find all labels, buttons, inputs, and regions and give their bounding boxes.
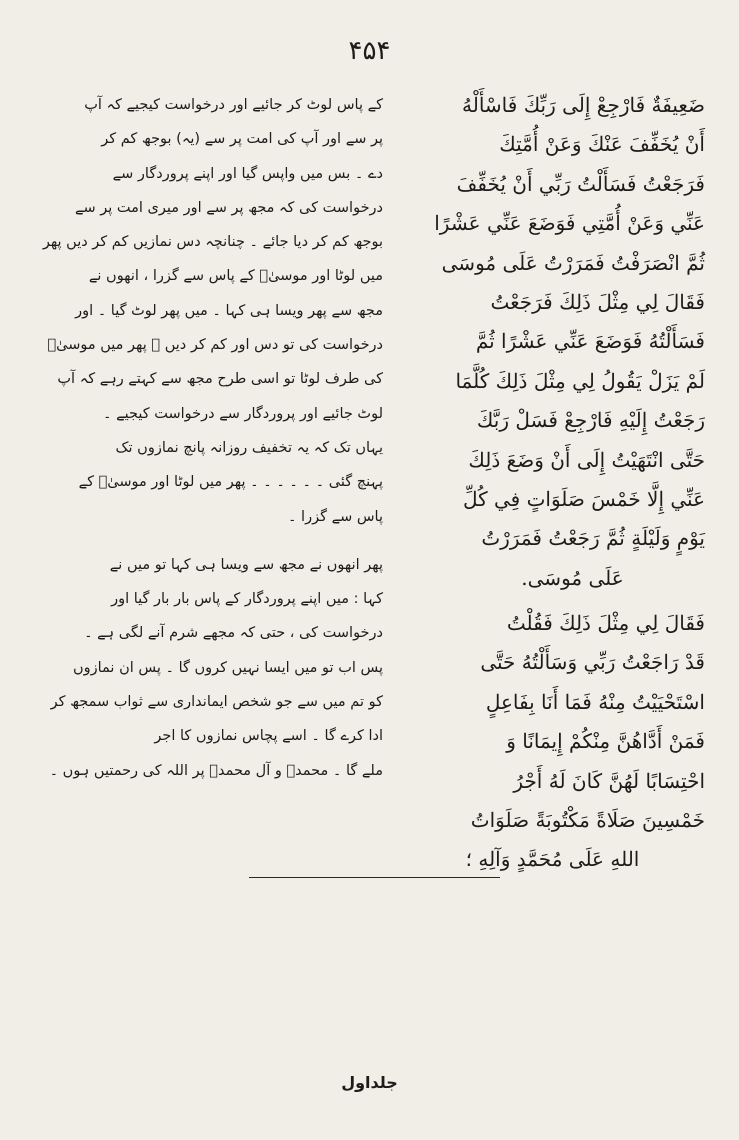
- arabic-block-1: [400, 86, 705, 598]
- arabic-line: خَمْسِينَ صَلَاةً مَكْتُوبَةً صَلَوَاتُ: [470, 808, 705, 833]
- urdu-line: پس اب تو میں ایسا نہیں کروں گا ۔ پس ان نمازوں: [72, 659, 383, 676]
- arabic-line: اللهِ عَلَى مُحَمَّدٍ وَآلِهِ ؛: [465, 847, 640, 872]
- arabic-line: اسْتَحْيَيْتُ مِنْهُ فَمَا أَنَا بِفَاعِلٍ: [485, 689, 705, 714]
- arabic-block-2: [400, 604, 705, 880]
- arabic-line: يَوْمٍ وَلَيْلَةٍ ثُمَّ رَجَعْتُ فَمَرَرْتُ: [481, 526, 705, 551]
- section-divider: [249, 877, 500, 878]
- arabic-line: فَقَالَ لِي مِثْلَ ذَلِكَ فَقُلْتُ: [506, 611, 705, 636]
- volume-footer: جلداول: [341, 1073, 398, 1092]
- arabic-line: ضَعِيفَةٌ فَارْجِعْ إِلَى رَبِّكَ فَاسْأَلْهُ: [462, 93, 705, 117]
- arabic-line: لَمْ يَزَلْ يَقُولُ لِي مِثْلَ ذَلِكَ كُلَّمَا: [455, 368, 705, 393]
- urdu-line: کو تم میں سے جو شخص ایمانداری سے ثواب سمجھ کر: [50, 694, 383, 711]
- arabic-line: أَنْ يُخَفِّفَ عَنْكَ وَعَنْ أُمَّتِكَ: [499, 132, 705, 157]
- page-number: ۴۵۴: [348, 36, 391, 66]
- arabic-line: عَنِّي إِلَّا خَمْسَ صَلَوَاتٍ فِي كُلِّ: [462, 486, 705, 511]
- arabic-line: عَلَى مُوسَى.: [521, 565, 624, 590]
- urdu-line: درخواست کی ، حتی کہ مجھے شرم آنے لگی ہے ۔: [84, 625, 383, 642]
- urdu-line: میں لوٹا اور موسیٰؑ کے پاس سے گزرا ، انھوں نے: [88, 268, 383, 285]
- arabic-line: احْتِسَابًا لَهُنَّ كَانَ لَهُ أَجْرُ: [513, 768, 705, 793]
- urdu-line: لوٹ جائیے اور پروردگار سے درخواست کیجیے ۔: [103, 405, 383, 422]
- urdu-line: کی طرف لوٹا تو اسی طرح مجھ سے کہتے رہے کہ آپ: [57, 371, 383, 388]
- arabic-line: فَرَجَعْتُ فَسَأَلْتُ رَبِّي أَنْ يُخَفِّفَ: [456, 171, 705, 196]
- urdu-line: دے ۔ بس میں واپس گیا اور اپنے پروردگار سے: [112, 165, 383, 182]
- urdu-line: یہاں تک کہ یہ تخفیف روزانہ پانچ نمازوں تک: [115, 439, 383, 456]
- urdu-line: ملے گا ۔ محمدؐ و آل محمدؐ پر اللہ کی رحمتیں ہوں ۔: [49, 762, 383, 779]
- arabic-line: حَتَّى انْتَهَيْتُ إِلَى أَنْ وَضَعَ ذَلِكَ: [468, 447, 705, 472]
- urdu-line: درخواست کی کہ مجھ پر سے اور میری امت پر سے: [74, 199, 383, 216]
- urdu-line: درخواست کی تو دس اور کم کر دیں ۔ پھر میں موسیٰؑ: [47, 337, 383, 354]
- urdu-line: پاس سے گزرا ۔: [287, 508, 383, 525]
- urdu-line: کے پاس لوٹ کر جائیے اور درخواست کیجیے کہ آپ: [84, 97, 383, 113]
- arabic-text-column: [400, 86, 705, 880]
- urdu-line: پہنچ گئی ۔ ۔ ۔ ۔ ۔ ۔ پھر میں لوٹا اور موسیٰؑ کے: [78, 474, 383, 491]
- arabic-line: فَسَأَلْتُهُ فَوَضَعَ عَنِّي عَشْرًا ثُمَّ: [475, 329, 705, 354]
- urdu-line: پھر انھوں نے مجھ سے ویسا ہی کہا تو میں نے: [109, 556, 383, 573]
- urdu-line: ادا کرے گا ۔ اسے پچاس نمازوں کا اجر: [154, 728, 383, 745]
- arabic-line: ثُمَّ انْصَرَفْتُ فَمَرَرْتُ عَلَى مُوسَى: [441, 250, 705, 275]
- urdu-line: بوجھ کم کر دیا جائے ۔ چنانچہ دس نمازیں کم کر دیں پھر: [42, 234, 383, 251]
- arabic-line: قَدْ رَاجَعْتُ رَبِّي وَسَأَلْتُهُ حَتَّى: [480, 650, 705, 675]
- urdu-line: مجھ سے پھر ویسا ہی کہا ۔ میں پھر لوٹ گیا ۔ اور: [75, 302, 383, 319]
- arabic-line: فَمَنْ أَدَّاهُنَّ مِنْكُمْ إِيمَانًا وَ: [506, 729, 705, 754]
- arabic-line: فَقَالَ لِي مِثْلَ ذَلِكَ فَرَجَعْتُ: [490, 289, 705, 314]
- urdu-translation-column: [42, 88, 383, 788]
- urdu-paragraph-1: [42, 88, 383, 534]
- arabic-line: رَجَعْتُ إِلَيْهِ فَارْجِعْ فَسَلْ رَبَّكَ: [476, 408, 705, 433]
- arabic-line: عَنِّي وَعَنْ أُمَّتِي فَوَضَعَ عَنِّي عَشْرًا: [434, 211, 705, 236]
- urdu-paragraph-2: [49, 548, 383, 788]
- urdu-line: کہا : میں اپنے پروردگار کے پاس بار بار گیا اور: [111, 591, 383, 608]
- urdu-line: پر سے اور آپ کی امت پر سے (یہ) بوجھ کم کر: [101, 131, 383, 148]
